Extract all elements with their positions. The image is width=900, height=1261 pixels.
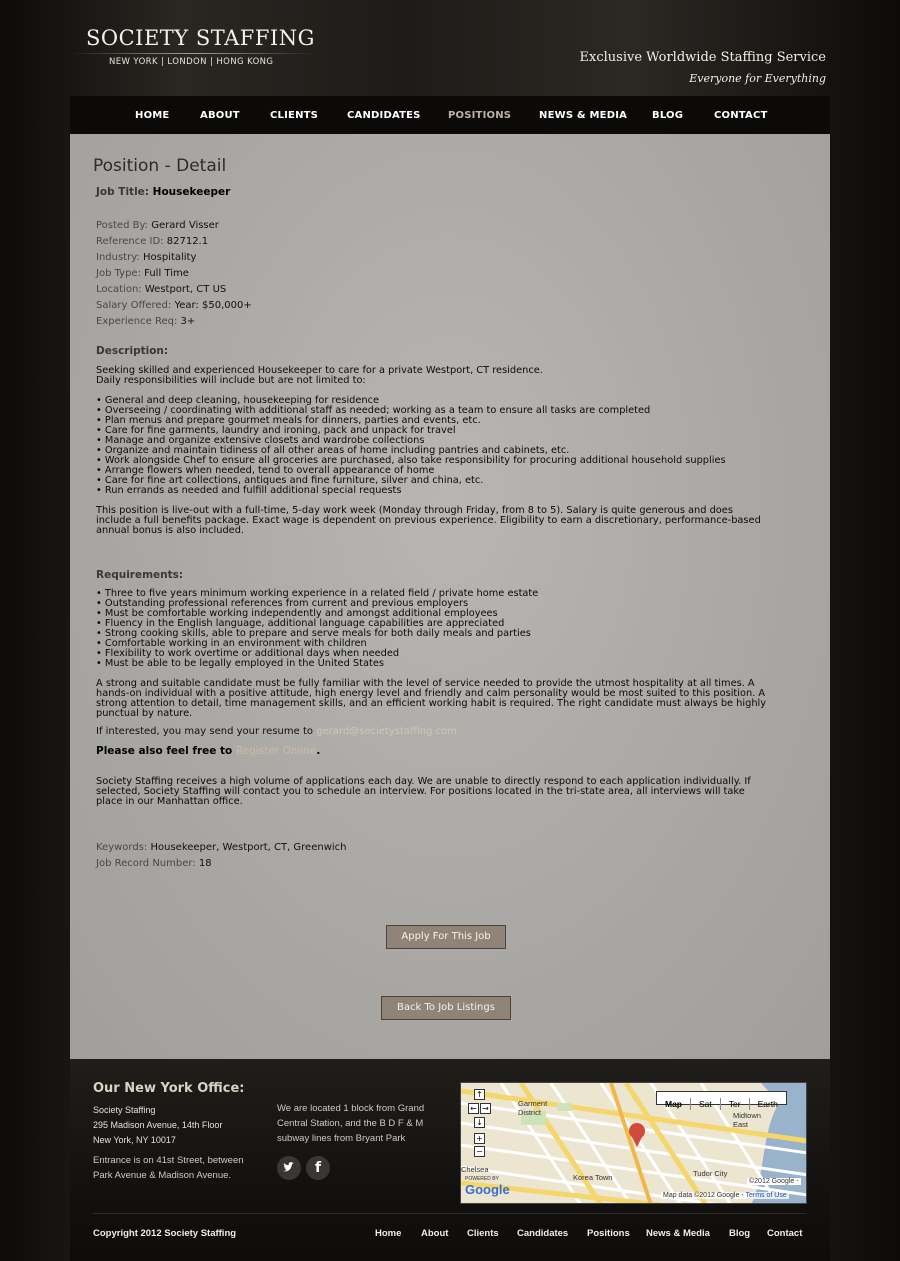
site-tagline-sub: Everyone for Everything — [689, 72, 826, 85]
meta-row — [96, 314, 252, 330]
register-text: Please also feel free to — [96, 745, 233, 757]
meta-value: Hospitality — [142, 252, 197, 263]
address-line: New York, NY 10017 — [93, 1135, 176, 1145]
map-copyright: ©2012 Google - — [749, 1178, 799, 1185]
nav-news-media[interactable]: NEWS & MEDIA — [539, 110, 628, 121]
meta-key: Posted By: — [96, 220, 149, 231]
footer-link-blog[interactable]: Blog — [729, 1228, 751, 1239]
site-header — [0, 0, 900, 96]
back-to-listings-button[interactable]: Back To Job Listings — [381, 996, 511, 1020]
description-outro: include a full benefits package. Exact wage is dependent on previous experience. Eligibility to earn a discretionary, performance-based — [96, 515, 761, 526]
powered-by: POWERED BY — [465, 1176, 499, 1182]
entrance-line: Entrance is on 41st Street, between — [93, 1155, 244, 1166]
meta-row — [96, 234, 252, 250]
footer-link-home[interactable]: Home — [375, 1228, 402, 1239]
entrance-line: Park Avenue & Madison Avenue. — [93, 1170, 232, 1181]
location-line: subway lines from Bryant Park — [277, 1133, 406, 1144]
logo-divider — [70, 53, 315, 54]
nav-positions[interactable]: POSITIONS — [448, 110, 512, 121]
footer-link-clients[interactable]: Clients — [467, 1228, 499, 1239]
keywords-value: Housekeeper, Westport, CT, Greenwich — [150, 842, 347, 853]
requirements-summary: hands-on individual with a positive attitude, high energy level and friendly and calm personality would be most suited to this position. A — [96, 688, 766, 699]
location-note — [277, 1101, 447, 1146]
map-label-chelsea: Chelsea — [461, 1165, 489, 1174]
twitter-icon[interactable] — [277, 1156, 301, 1180]
map-attribution — [661, 1192, 789, 1199]
logo-cities: NEW YORK | LONDON | HONG KONG — [109, 57, 274, 67]
meta-value: Full Time — [144, 268, 189, 279]
nav-blog[interactable]: BLOG — [652, 110, 684, 121]
pan-right-icon[interactable]: → — [480, 1103, 491, 1114]
description-outro: annual bonus is also included. — [96, 525, 245, 536]
map-type-earth[interactable]: Earth — [757, 1099, 778, 1109]
zoom-in-icon[interactable]: + — [474, 1133, 485, 1144]
location-line: We are located 1 block from Grand — [277, 1103, 425, 1114]
record-key: Job Record Number: — [96, 858, 196, 869]
meta-value: Westport, CT US — [144, 284, 227, 295]
register-online-link[interactable]: Register Online — [235, 745, 317, 757]
job-title-label: Job Title: — [96, 186, 149, 198]
site-tagline: Exclusive Worldwide Staffing Service — [579, 50, 826, 65]
map-label-tudor: Tudor City — [693, 1169, 728, 1178]
list-item: • Overseeing / coordinating with additional staff as needed; working as a team to ensure all tasks are completed — [96, 406, 806, 416]
footer-link-news-media[interactable]: News & Media — [646, 1228, 710, 1239]
job-meta — [96, 218, 252, 330]
nav-about[interactable]: ABOUT — [200, 110, 240, 121]
list-item: • Outstanding professional references from current and previous employers — [96, 599, 806, 609]
meta-value: Year: $50,000+ — [174, 300, 252, 311]
list-item: • Three to five years minimum working experience in a related field / private home estate — [96, 589, 806, 599]
footer-divider — [93, 1213, 807, 1214]
nav-home[interactable]: HOME — [135, 110, 170, 121]
description-intro: Daily responsibilities will include but are not limited to: — [96, 375, 366, 386]
email-link[interactable]: gerard@societystaffing.com — [316, 726, 457, 737]
meta-value: Gerard Visser — [151, 220, 219, 231]
address-line: 295 Madison Avenue, 14th Floor — [93, 1120, 223, 1130]
list-item: • Fluency in the English language, additional language capabilities are appreciated — [96, 619, 806, 629]
requirements-summary: punctual by nature. — [96, 708, 193, 719]
nav-clients[interactable]: CLIENTS — [270, 110, 319, 121]
meta-row — [96, 298, 252, 314]
google-logo: Google — [465, 1182, 510, 1197]
location-line: Central Station, and the B D F & M — [277, 1118, 424, 1129]
record-row — [96, 856, 347, 872]
nav-contact[interactable]: CONTACT — [714, 110, 768, 121]
site-logo[interactable]: SOCIETY STAFFING — [86, 26, 315, 50]
map-terms-link[interactable]: Terms of Use — [745, 1192, 787, 1199]
list-item: • Organize and maintain tidiness of all other areas of home including pantries and cabinets, etc. — [96, 446, 806, 456]
meta-value: 82712.1 — [166, 236, 209, 247]
description-intro: Seeking skilled and experienced Housekeeper to care for a private Westport, CT residence. — [96, 365, 543, 376]
job-title-value: Housekeeper — [152, 186, 231, 198]
list-item: • Must be comfortable working independently and amongst additional employees — [96, 609, 806, 619]
notice — [96, 777, 806, 807]
list-item: • Strong cooking skills, able to prepare and serve meals for both daily meals and parties — [96, 629, 806, 639]
keywords-row — [96, 840, 347, 856]
footer-link-contact[interactable]: Contact — [767, 1228, 803, 1239]
apply-button[interactable]: Apply For This Job — [386, 925, 506, 949]
map-type-sat[interactable]: Sat — [691, 1098, 721, 1110]
facebook-icon[interactable]: f — [306, 1156, 330, 1180]
list-item: • Comfortable working in an environment with children — [96, 639, 806, 649]
office-title: Our New York Office: — [93, 1081, 245, 1096]
record-value: 18 — [198, 858, 212, 869]
keywords-key: Keywords: — [96, 842, 148, 853]
map-type-map[interactable]: Map — [657, 1098, 691, 1110]
footer-link-about[interactable]: About — [421, 1228, 449, 1239]
requirements-summary: strong attention to detail, time management skills, and an efficient working habit is required. The right candidate must always be highly — [96, 698, 767, 709]
list-item: • Run errands as needed and fulfill additional special requests — [96, 486, 806, 496]
meta-row — [96, 218, 252, 234]
zoom-out-icon[interactable]: − — [474, 1146, 485, 1157]
meta-row — [96, 266, 252, 282]
pan-left-icon[interactable]: ← — [468, 1103, 479, 1114]
pan-up-icon[interactable]: ↑ — [474, 1089, 485, 1100]
map-label-garment: Garment District — [518, 1099, 548, 1117]
site-footer — [70, 1059, 830, 1261]
requirements-body — [96, 589, 806, 719]
notice-line: selected, Society Staffing will contact you to schedule an interview. For positions located in the tri-state area, all interviews will take — [96, 786, 745, 797]
meta-row — [96, 282, 252, 298]
description-outro: This position is live-out with a full-time, 5-day work week (Monday through Friday, from 8 to 5). Salary is quite generous and does — [96, 505, 733, 516]
meta-key: Industry: — [96, 252, 140, 263]
footer-link-positions[interactable]: Positions — [587, 1228, 630, 1239]
map-type-ter[interactable]: Ter — [721, 1098, 750, 1110]
job-keywords — [96, 840, 347, 872]
requirements-list — [96, 589, 806, 669]
list-item: • Manage and organize extensive closets and wardrobe collections — [96, 436, 806, 446]
office-map[interactable] — [460, 1082, 807, 1204]
meta-key: Experience Req: — [96, 316, 178, 327]
list-item: • Work alongside Chef to ensure all groceries are purchased, also take responsibility for procuring additional household supplies — [96, 456, 806, 466]
meta-value: 3+ — [180, 316, 196, 327]
map-marker-label: A — [649, 1127, 655, 1136]
map-label-koreatown: Korea Town — [573, 1173, 613, 1182]
notice-line: place in our Manhattan office. — [96, 796, 243, 807]
copyright: Copyright 2012 Society Staffing — [93, 1228, 237, 1239]
page-title: Position - Detail — [93, 156, 227, 176]
requirements-summary: A strong and suitable candidate must be fully familiar with the level of service needed to provide the utmost hospitality at all times. A — [96, 678, 755, 689]
resume-line — [96, 726, 457, 737]
nav-candidates[interactable]: CANDIDATES — [347, 110, 421, 121]
pan-down-icon[interactable]: ↓ — [474, 1117, 485, 1128]
meta-key: Job Type: — [96, 268, 141, 279]
register-line — [96, 745, 320, 757]
description-list — [96, 396, 806, 496]
list-item: • Plan menus and prepare gourmet meals for dinners, parties and events, etc. — [96, 416, 806, 426]
map-attribution-text: Map data ©2012 Google - — [663, 1192, 744, 1199]
list-item: • Must be able to be legally employed in the United States — [96, 659, 806, 669]
resume-text: If interested, you may send your resume to — [96, 726, 313, 737]
meta-key: Salary Offered: — [96, 300, 172, 311]
office-address — [93, 1103, 222, 1148]
requirements-title: Requirements: — [96, 569, 184, 581]
content-panel — [70, 134, 830, 1059]
description-title: Description: — [96, 345, 169, 357]
notice-line: Society Staffing receives a high volume of applications each day. We are unable to directly respond to each application individually. If — [96, 776, 751, 787]
footer-link-candidates[interactable]: Candidates — [517, 1228, 569, 1239]
map-label-midtown: Midtown East — [733, 1111, 761, 1129]
list-item: • Flexibility to work overtime or additional days when needed — [96, 649, 806, 659]
list-item: • Care for fine art collections, antiques and fine furniture, silver and china, etc. — [96, 476, 806, 486]
job-title-row — [96, 186, 230, 198]
description-body — [96, 366, 806, 536]
list-item: • Arrange flowers when needed, tend to overall appearance of home — [96, 466, 806, 476]
register-end: . — [316, 745, 321, 757]
main-nav — [70, 96, 830, 134]
map-type-switcher — [656, 1091, 787, 1109]
entrance-note — [93, 1153, 244, 1183]
meta-row — [96, 250, 252, 266]
meta-key: Location: — [96, 284, 142, 295]
address-line: Society Staffing — [93, 1105, 156, 1115]
twitter-bird-glyph — [277, 1156, 301, 1180]
list-item: • Care for fine garments, laundry and ironing, pack and unpack for travel — [96, 426, 806, 436]
list-item: • General and deep cleaning, housekeeping for residence — [96, 396, 806, 406]
meta-key: Reference ID: — [96, 236, 164, 247]
